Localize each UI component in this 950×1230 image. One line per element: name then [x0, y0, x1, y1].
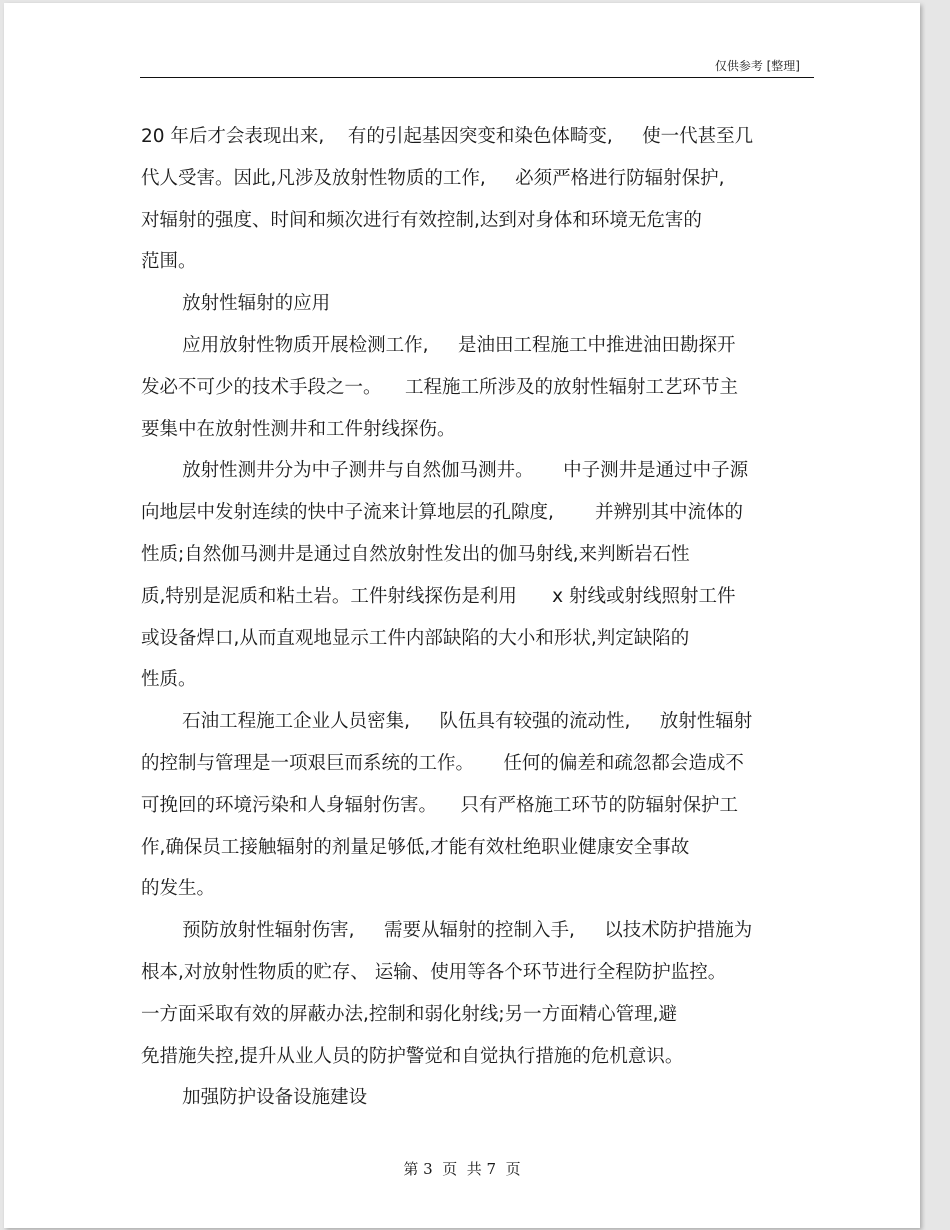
body-text: [141, 116, 821, 1119]
text-line: 范围。: [141, 251, 197, 273]
text-line: 质,特别是泥质和粘土岩。工件射线探伤是利用 x 射线或射线照射工件: [141, 585, 736, 607]
text-line: 石油工程施工企业人员密集, 队伍具有较强的流动性, 放射性辐射: [141, 711, 753, 733]
text-line: 发必不可少的技术手段之一。 工程施工所涉及的放射性辐射工艺环节主: [141, 376, 739, 398]
header-rule: [140, 77, 814, 78]
text-line: 预防放射性辐射伤害, 需要从辐射的控制入手, 以技术防护措施为: [141, 920, 753, 942]
header-note: 仅供参考 [整理]: [714, 59, 800, 73]
text-line: 性质;自然伽马测井是通过自然放射性发出的伽马射线,来判断岩石性: [141, 543, 690, 565]
text-line: 可挽回的环境污染和人身辐射伤害。 只有严格施工环节的防辐射保护工: [141, 794, 739, 816]
text-line: 20 年后才会表现出来, 有的引起基因突变和染色体畸变, 使一代甚至几: [141, 126, 754, 147]
text-line: 性质。: [141, 669, 197, 691]
text-line: 的发生。: [141, 878, 216, 900]
document-page: [4, 3, 920, 1228]
text-line: 放射性测井分为中子测井与自然伽马测井。 中子测井是通过中子源: [141, 460, 749, 482]
text-line: 对辐射的强度、时间和频次进行有效控制,达到对身体和环境无危害的: [141, 209, 702, 231]
text-line: 代人受害。因此,凡涉及放射性物质的工作, 必须严格进行防辐射保护,: [141, 167, 725, 189]
text-line: 根本,对放射性物质的贮存、 运输、使用等各个环节进行全程防护监控。: [141, 961, 727, 983]
text-line: 的控制与管理是一项艰巨而系统的工作。 任何的偏差和疏忽都会造成不: [141, 752, 744, 774]
section-heading: 加强防护设备设施建设: [141, 1087, 368, 1109]
section-heading: 放射性辐射的应用: [141, 293, 331, 315]
text-line: 向地层中发射连续的快中子流来计算地层的孔隙度, 并辨别其中流体的: [141, 502, 744, 524]
text-line: 作,确保员工接触辐射的剂量足够低,才能有效杜绝职业健康安全事故: [141, 836, 690, 858]
text-line: 免措施失控,提升从业人员的防护警觉和自觉执行措施的危机意识。: [141, 1045, 684, 1067]
page-number: 第 3 页 共 7 页: [403, 1160, 521, 1178]
text-line: 要集中在放射性测井和工件射线探伤。: [141, 418, 456, 440]
text-line: 或设备焊口,从而直观地显示工件内部缺陷的大小和形状,判定缺陷的: [141, 627, 690, 649]
text-line: 应用放射性物质开展检测工作, 是油田工程施工中推进油田勘探开: [141, 334, 736, 356]
text-line: 一方面采取有效的屏蔽办法,控制和弱化射线;另一方面精心管理,避: [141, 1003, 677, 1025]
